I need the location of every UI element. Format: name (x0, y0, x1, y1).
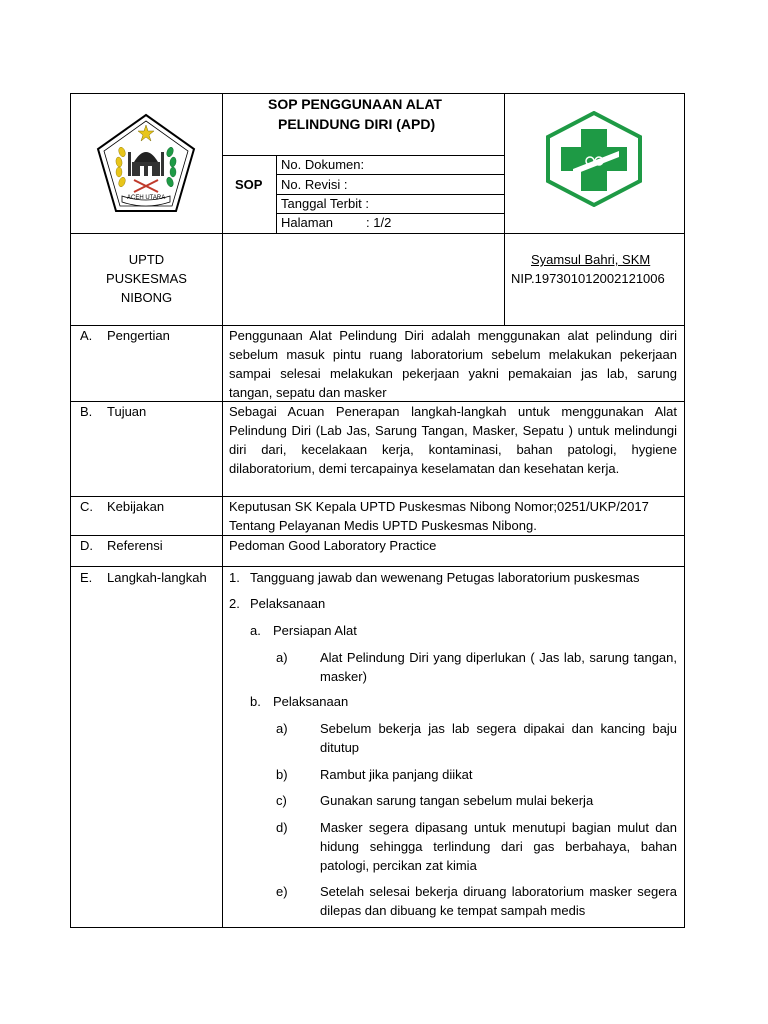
section-label-referensi: Referensi (107, 538, 163, 553)
substep-number: b. (250, 694, 261, 709)
divider (70, 496, 685, 497)
section-text-pengertian: Penggunaan Alat Pelindung Diri adalah menggunakan alat pelindung diri sebelum masuk pintu ruang laboratorium sebelum melakukan pekerjaan sampai selesai melakukan pekerjaan yakni pemakaian jas lab, sarung tangan, sepatu dan masker (229, 328, 677, 400)
table-border-bottom (70, 927, 685, 928)
section-label-pengertian: Pengertian (107, 328, 170, 343)
section-label-kebijakan: Kebijakan (107, 499, 165, 514)
puskesmas-logo-icon (543, 111, 645, 207)
section-letter: E. (80, 570, 93, 585)
emblem-banner-text: ACEH UTARA (127, 195, 166, 201)
section-text-kebijakan-line2: Tentang Pelayanan Medis UPTD Puskesmas Nibong. (229, 518, 537, 533)
step-text: Tangguang jawab dan wewenang Petugas laboratorium puskesmas (250, 570, 640, 585)
table-border-left (70, 93, 71, 928)
org-name-line1: UPTD (128, 252, 165, 267)
sop-title-line1: SOP PENGGUNAAN ALAT (268, 96, 442, 112)
substep-text: Pelaksanaan (273, 694, 349, 709)
step-text: Pelaksanaan (250, 596, 326, 611)
org-name-line2: PUSKESMAS (106, 271, 187, 286)
signatory-nip: NIP.197301012002121006 (511, 271, 665, 286)
section-label-tujuan: Tujuan (107, 404, 147, 419)
signatory-name: Syamsul Bahri, SKM (531, 252, 651, 267)
list-item-number: a) (276, 650, 288, 665)
divider (70, 233, 685, 234)
substep-number: a. (250, 623, 261, 638)
step-number: 2. (229, 596, 240, 611)
org-name-line3: NIBONG (120, 290, 173, 305)
page-field-value: : 1/2 (366, 215, 392, 230)
section-label-langkah: Langkah-langkah (107, 570, 207, 585)
section-letter: D. (80, 538, 93, 553)
doc-number-field: No. Dokumen: (281, 157, 365, 172)
list-item-text: Masker segera dipasang untuk menutupi bagian mulut dan hidung sehingga terlindung dari gas berbahaya, bahan patologi, percikan zat kimia (320, 820, 677, 873)
list-item-text: Alat Pelindung Diri yang diperlukan ( Jas lab, sarung tangan, masker) (320, 650, 677, 684)
divider (70, 566, 685, 567)
section-text-tujuan: Sebagai Acuan Penerapan langkah-langkah untuk menggunakan Alat Pelindung Diri (Lab Jas, Sarung Tangan, Masker, Sepatu ) untuk melindungi diri dari, kecelakaan kerja, kontaminasi, bahan patologi, hygiene dilaboratorium, demi tercapainya keselamatan dan kesehatan kerja. (229, 404, 677, 476)
list-item-number: e) (276, 884, 288, 899)
list-item-text: Sebelum bekerja jas lab segera dipakai dan kancing baju ditutup (320, 721, 677, 755)
list-item-number: c) (276, 793, 287, 808)
page-field-label: Halaman (281, 215, 334, 230)
list-item-number: d) (276, 820, 288, 835)
revision-field: No. Revisi : (281, 177, 348, 192)
list-item-text: Gunakan sarung tangan sebelum mulai bekerja (320, 793, 594, 808)
table-border-top (70, 93, 685, 94)
divider (70, 535, 685, 536)
section-letter: B. (80, 404, 93, 419)
sop-title-line2: PELINDUNG DIRI (APD) (278, 116, 436, 132)
divider (276, 174, 504, 175)
issue-date-field: Tanggal Terbit : (281, 196, 369, 211)
list-item-text: Rambut jika panjang diikat (320, 767, 473, 782)
substep-text: Persiapan Alat (273, 623, 357, 638)
section-letter: C. (80, 499, 93, 514)
list-item-number: a) (276, 721, 288, 736)
step-number: 1. (229, 570, 240, 585)
table-border-right (684, 93, 685, 928)
section-text-kebijakan-line1: Keputusan SK Kepala UPTD Puskesmas Nibong Nomor;0251/UKP/2017 (229, 499, 649, 514)
list-item-text: Setelah selesai bekerja diruang laboratorium masker segera dilepas dan dibuang ke tempat sampah medis (320, 884, 677, 918)
divider (222, 93, 223, 928)
list-item-number: b) (276, 767, 288, 782)
section-letter: A. (80, 328, 93, 343)
divider (504, 93, 505, 326)
sop-label: SOP (235, 177, 263, 192)
section-text-referensi: Pedoman Good Laboratory Practice (229, 538, 437, 553)
